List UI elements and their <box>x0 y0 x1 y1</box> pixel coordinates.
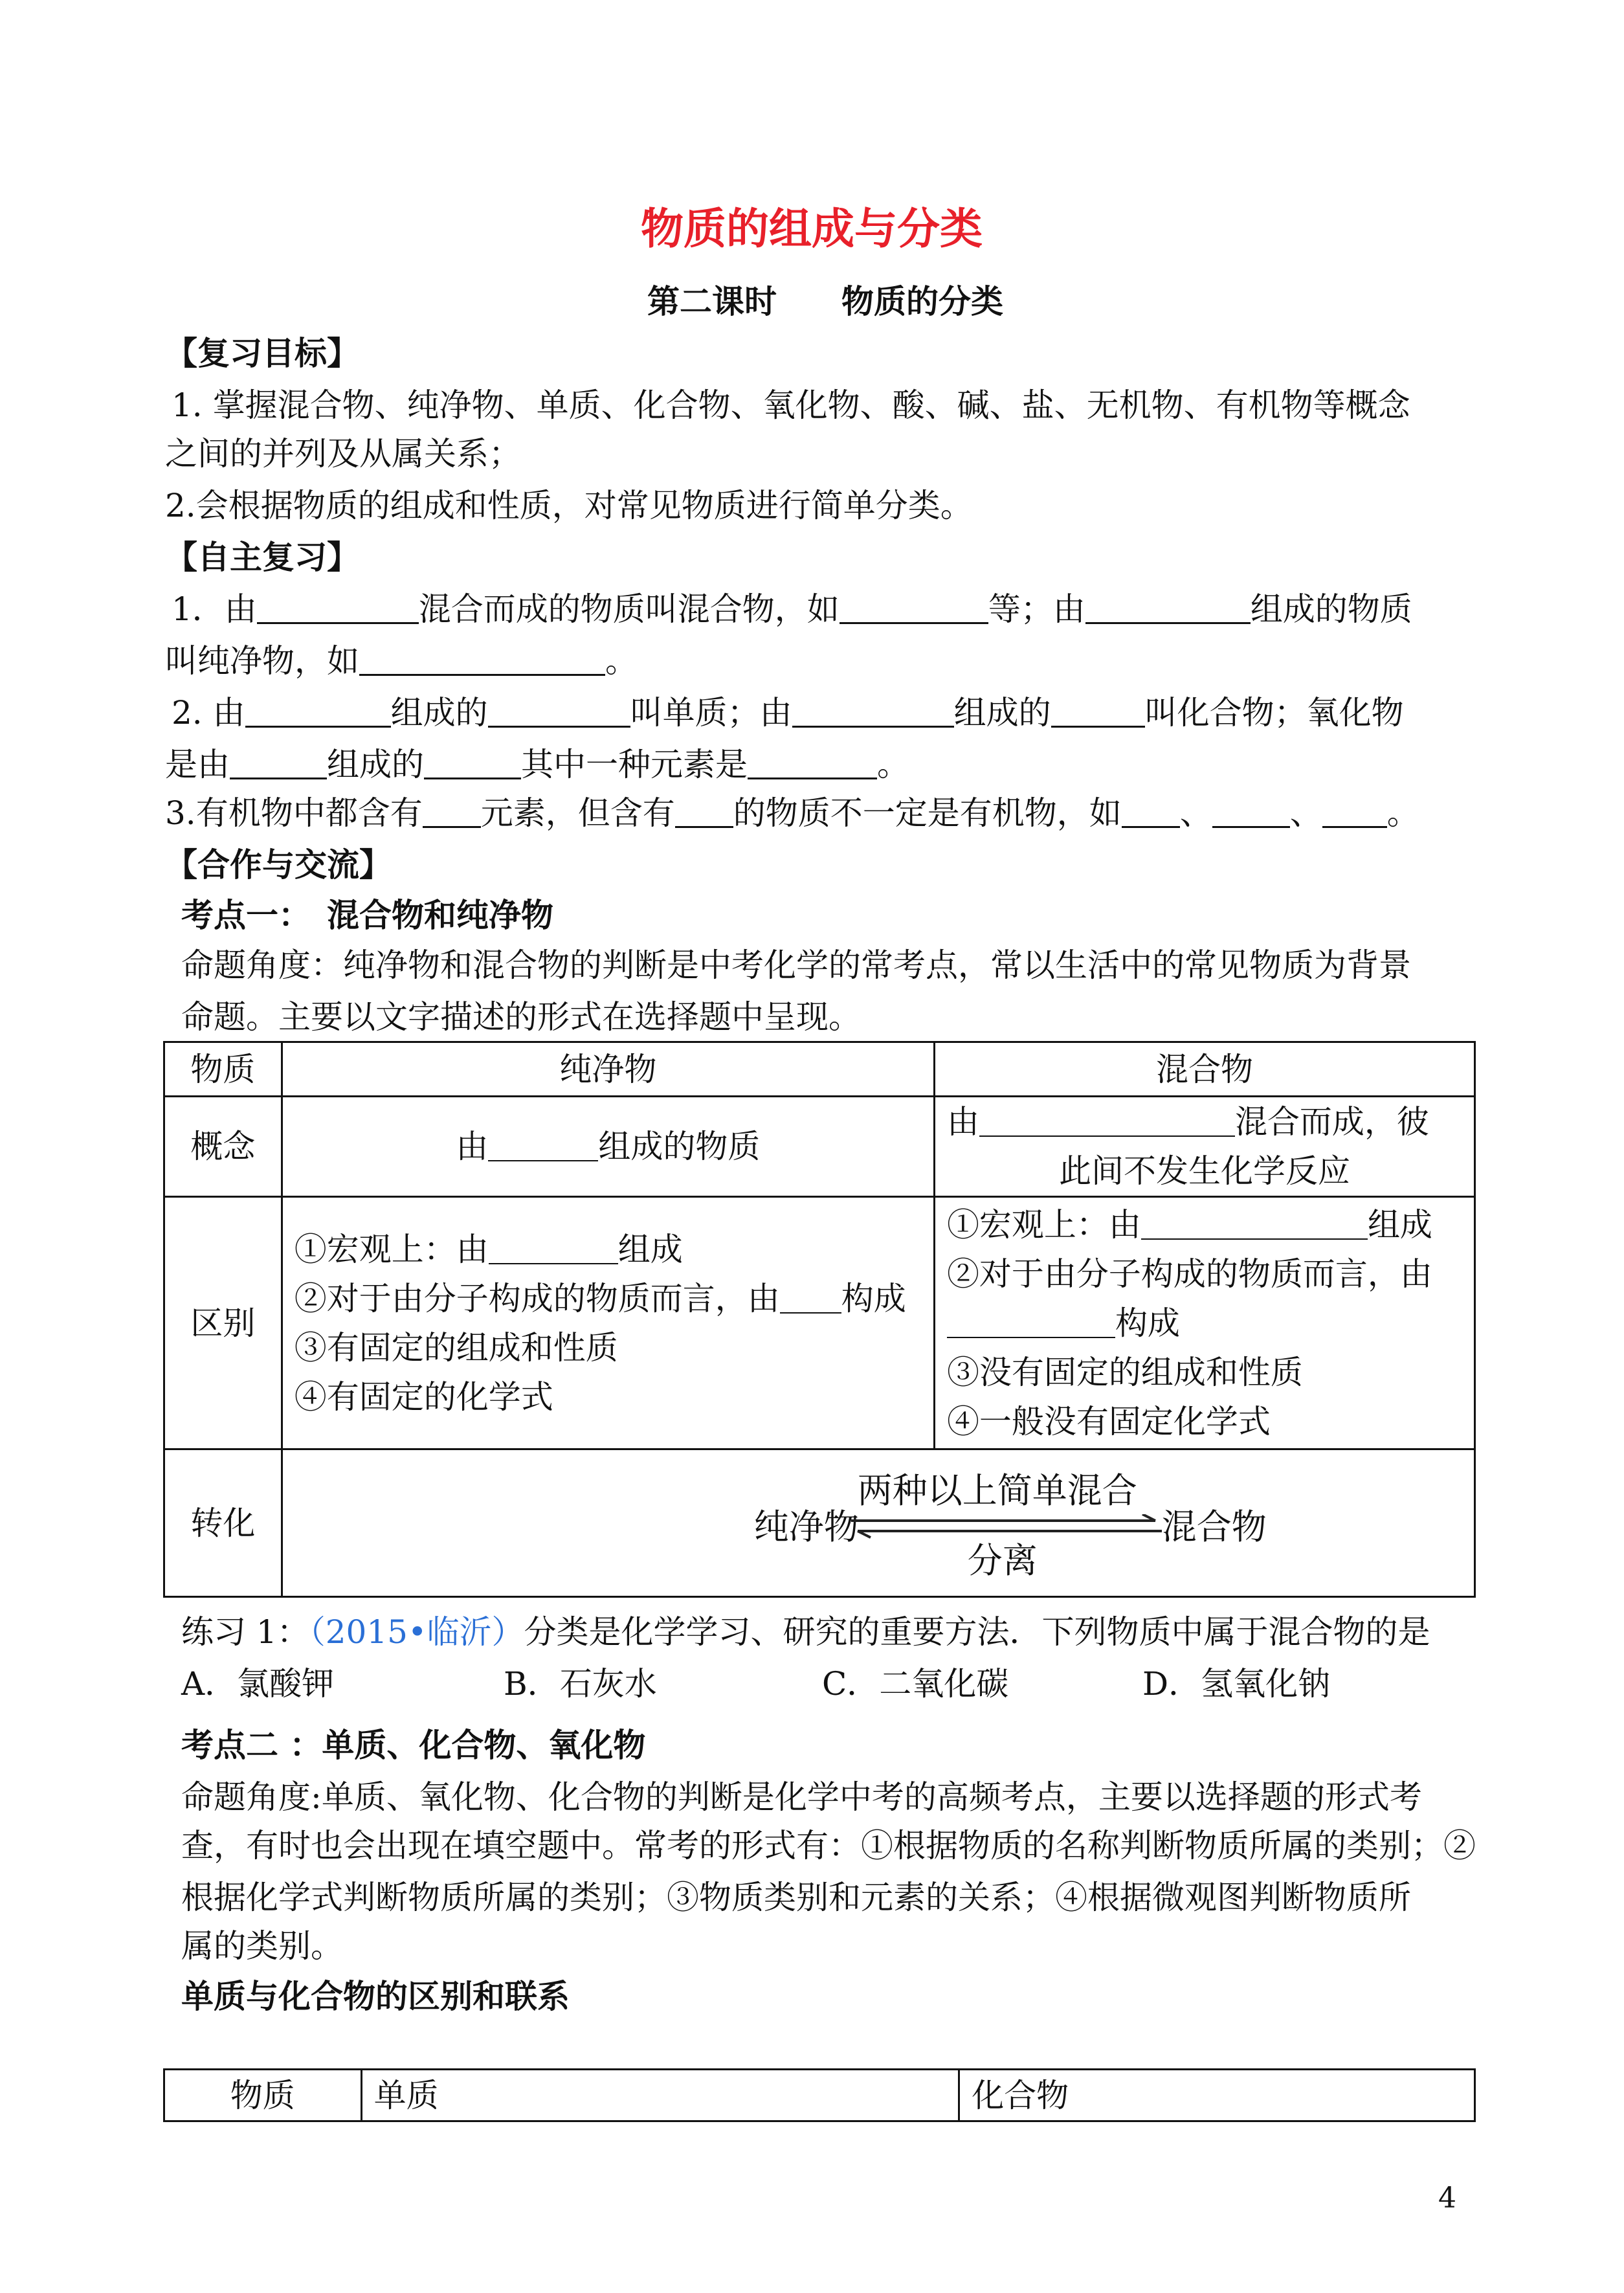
text: 组成 <box>1367 1205 1432 1244</box>
fill-blank[interactable] <box>488 696 630 728</box>
text: 2. 由 <box>172 694 245 732</box>
table-pure-vs-mixture <box>163 1041 1476 1598</box>
fill-blank[interactable] <box>748 748 877 779</box>
point2-angle-3: 根据化学式判断物质所属的类别；③物质类别和元素的关系；④根据微观图判断物质所 <box>181 1879 1411 1916</box>
text: 。 <box>877 746 909 783</box>
option-d[interactable]: D．氢氧化钠 <box>1142 1665 1331 1703</box>
text: 叫化合物；氧化物 <box>1144 694 1404 732</box>
text: 由 <box>456 1128 489 1165</box>
text: ④一般没有固定化学式 <box>946 1402 1271 1440</box>
fill-blank[interactable] <box>1085 592 1251 624</box>
table-row-concept <box>164 1097 1475 1197</box>
goal-line-2: 之间的并列及从属关系； <box>165 435 521 473</box>
text: 、 <box>1179 794 1212 832</box>
point2-angle-4: 属的类别。 <box>181 1927 343 1965</box>
text: 组成的 <box>390 694 488 732</box>
review-q1-line1 <box>172 586 1412 632</box>
fill-blank[interactable] <box>1212 796 1290 828</box>
text: 等；由 <box>988 590 1085 628</box>
text: 分类是化学学习、研究的重要方法．下列物质中属于混合物的是 <box>524 1613 1430 1651</box>
fill-blank[interactable] <box>840 592 988 624</box>
text: 1．由 <box>172 590 257 628</box>
text: 练习 1： <box>181 1613 309 1651</box>
point1-heading: 考点一： 混合物和纯净物 <box>181 897 553 934</box>
table-header: 化合物 <box>959 2070 1475 2121</box>
text: 3.有机物中都含有 <box>165 794 423 832</box>
text: 。 <box>605 642 638 680</box>
text: 、 <box>1289 794 1322 832</box>
arrow-icon <box>851 1514 1162 1540</box>
table-header: 纯净物 <box>282 1042 934 1097</box>
fill-blank[interactable] <box>1051 696 1145 728</box>
fill-blank[interactable] <box>979 1106 1235 1137</box>
table-header-row <box>164 1042 1475 1097</box>
text: 叫纯净物，如 <box>165 642 359 680</box>
table-header: 物质 <box>164 1042 282 1097</box>
diff-pure <box>282 1197 934 1449</box>
fill-blank[interactable] <box>780 1282 841 1314</box>
text: ③没有固定的组成和性质 <box>946 1353 1303 1391</box>
table-row-transform <box>164 1449 1475 1597</box>
row-label: 区别 <box>164 1197 282 1449</box>
review-q2-line1 <box>172 689 1404 736</box>
fill-blank[interactable] <box>423 796 481 828</box>
table-header: 物质 <box>164 2070 362 2121</box>
page-subtitle: 第二课时 物质的分类 <box>647 283 1003 320</box>
text: 。 <box>1386 794 1419 832</box>
text: ①宏观上：由 <box>946 1205 1141 1244</box>
table-row-difference <box>164 1197 1475 1449</box>
section-cooperation: 【合作与交流】 <box>165 846 392 884</box>
section-goals: 【复习目标】 <box>165 335 359 372</box>
text: ④有固定的化学式 <box>294 1378 553 1416</box>
concept-pure <box>282 1097 934 1197</box>
text: 由 <box>946 1103 979 1141</box>
fill-blank[interactable] <box>1141 1209 1368 1240</box>
fill-blank[interactable] <box>424 748 521 779</box>
text: ①宏观上：由 <box>294 1230 489 1268</box>
goal-line-1: 1. 掌握混合物、纯净物、单质、化合物、氧化物、酸、碱、盐、无机物、有机物等概念 <box>172 386 1410 424</box>
table-element-vs-compound <box>163 2068 1476 2122</box>
transform-right: 混合物 <box>1161 1506 1267 1547</box>
point2-angle-1: 命题角度:单质、氧化物、化合物的判断是化学中考的高频考点，主要以选择题的形式考 <box>181 1778 1422 1816</box>
point1-angle-1: 命题角度：纯净物和混合物的判断是中考化学的常考点，常以生活中的常见物质为背景 <box>181 946 1411 984</box>
point2-heading: 考点二 ：单质、化合物、氧化物 <box>181 1727 646 1764</box>
text: ③有固定的组成和性质 <box>294 1328 618 1367</box>
text: 叫单质；由 <box>630 694 792 732</box>
text: 其中一种元素是 <box>521 746 748 783</box>
fill-blank[interactable] <box>792 696 954 728</box>
table-header: 单质 <box>361 2070 959 2121</box>
fill-blank[interactable] <box>1122 796 1180 828</box>
exercise-source: （2015•临沂） <box>309 1613 524 1651</box>
concept-mix <box>934 1097 1474 1197</box>
goal-line-3: 2.会根据物质的组成和性质，对常见物质进行简单分类。 <box>165 487 973 524</box>
text: 混合而成的物质叫混合物，如 <box>418 590 840 628</box>
text: 组成 <box>617 1230 683 1268</box>
point1-angle-2: 命题。主要以文字描述的形式在选择题中呈现。 <box>181 998 861 1036</box>
fill-blank[interactable] <box>257 592 419 624</box>
review-q2-line2 <box>165 741 909 788</box>
text: 构成 <box>1115 1304 1180 1342</box>
fill-blank[interactable] <box>947 1307 1115 1338</box>
fill-blank[interactable] <box>489 1233 618 1264</box>
option-b[interactable]: B．石灰水 <box>504 1665 657 1703</box>
diff-mix <box>934 1197 1474 1449</box>
text: ②对于由分子构成的物质而言，由 <box>294 1279 780 1317</box>
text: 此间不发生化学反应 <box>1058 1152 1350 1190</box>
text: 构成 <box>841 1279 906 1317</box>
transform-top: 两种以上简单混合 <box>857 1470 1137 1511</box>
transform-diagram <box>282 1449 1474 1597</box>
transform-bottom: 分离 <box>967 1539 1038 1581</box>
option-c[interactable]: C．二氧化碳 <box>822 1665 1009 1703</box>
point2-angle-2: 查，有时也会出现在填空题中。常考的形式有：①根据物质的名称判断物质所属的类别；② <box>181 1827 1476 1864</box>
review-q3 <box>165 790 1419 836</box>
section-self-review: 【自主复习】 <box>165 539 359 576</box>
option-a[interactable]: A．氯酸钾 <box>181 1665 335 1703</box>
text: ②对于由分子构成的物质而言，由 <box>946 1255 1432 1293</box>
fill-blank[interactable] <box>359 644 605 676</box>
review-q1-line2 <box>165 638 638 684</box>
text: 混合而成，彼 <box>1234 1103 1429 1141</box>
row-label: 概念 <box>164 1097 282 1197</box>
transform-left: 纯净物 <box>753 1506 859 1547</box>
fill-blank[interactable] <box>488 1130 598 1161</box>
page-number: 4 <box>1438 2182 1456 2215</box>
table-header-row <box>164 2070 1475 2121</box>
text: 组成的物质 <box>598 1128 761 1165</box>
fill-blank[interactable] <box>675 796 733 828</box>
table-header: 混合物 <box>934 1042 1474 1097</box>
fill-blank[interactable] <box>245 696 391 728</box>
page-title: 物质的组成与分类 <box>641 204 983 254</box>
text: 是由 <box>165 746 230 783</box>
point2-subheading: 单质与化合物的区别和联系 <box>181 1978 570 2015</box>
fill-blank[interactable] <box>1322 796 1387 828</box>
text: 组成的 <box>327 746 424 783</box>
fill-blank[interactable] <box>230 748 327 779</box>
text: 的物质不一定是有机物，如 <box>733 794 1122 832</box>
text: 组成的物质 <box>1250 590 1412 628</box>
exercise-1 <box>181 1609 1430 1655</box>
text: 组成的 <box>953 694 1051 732</box>
row-label: 转化 <box>164 1449 282 1597</box>
equilibrium-arrow <box>295 1459 1462 1588</box>
text: 元素，但含有 <box>480 794 675 832</box>
